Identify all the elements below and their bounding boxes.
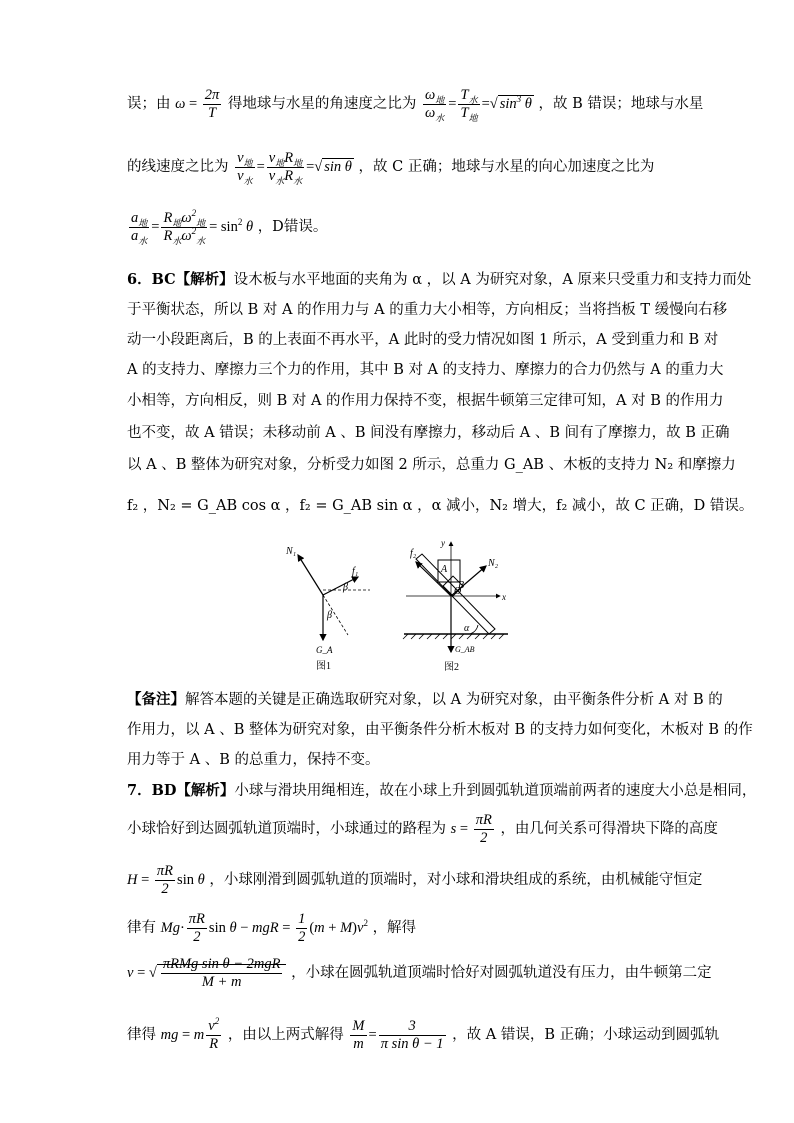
text: 解答本题的关键是正确选取研究对象，以 A 为研究对象，由平衡条件分析 A 对 B 的	[185, 692, 723, 708]
q6-line-1	[127, 268, 751, 289]
note-line-3: 用力等于 A 、B 的总重力，保持不变。	[127, 752, 380, 768]
p5-line-1	[127, 87, 703, 122]
text: 律有	[127, 919, 156, 936]
q7-line-6	[127, 1018, 719, 1053]
formula-v: v = √ $\frac{\text{πRMg sin θ − 2mgR}}{M + m}$	[127, 965, 286, 981]
label-alpha: α	[464, 623, 470, 634]
text: ，由几何关系可得滑块下降的高度	[500, 820, 718, 837]
text: 小球与滑块用绳相连，故在小球上升到圆弧轨道顶端前两者的速度大小总是相同，	[234, 783, 757, 799]
label-f2: f₂	[410, 548, 417, 559]
q7-line-3	[127, 863, 702, 898]
text: 误；由	[127, 95, 171, 112]
q7-line-4	[127, 911, 416, 946]
text: 的线速度之比为	[127, 158, 229, 175]
q6-number: 6．BC	[127, 271, 176, 288]
text: ，故 C 正确；地球与水星的向心加速度之比为	[358, 158, 655, 175]
formula-omega: ω = $\frac{2\pi}{T}$	[175, 87, 220, 121]
text: ，由以上两式解得	[227, 1026, 344, 1043]
q7-tag: 【解析】	[176, 782, 235, 799]
text: ，D错误。	[257, 218, 328, 235]
note-line-2: 作用力，以 A 、B 整体为研究对象，由平衡条件分析木板对 B 的支持力如何变化，木板对 B 的作	[127, 722, 753, 738]
text: 设木板与水平地面的夹角为 α ，以 A 为研究对象，A 原来只受重力和支持力而处	[233, 272, 752, 288]
q6-line-3: 动一小段距离后，B 的上表面不再水平，A 此时的受力情况如图 1 所示，A 受到重力和 B 对	[127, 332, 719, 348]
label-o: O	[454, 586, 462, 597]
label-x: x	[502, 592, 506, 602]
text: ，故 A 错误，B 正确；小球运动到圆弧轨	[452, 1026, 720, 1043]
q6-line-8: f₂ ，N₂ = G_AB cos α ，f₂ = G_AB sin α ，α 减小，N₂ 增大，f₂ 减小，故 C 正确，D 错误。	[127, 498, 754, 514]
text: 得地球与水星的角速度之比为	[227, 95, 417, 112]
q6-line-2: 于平衡状态，所以 B 对 A 的作用力与 A 的重力大小相等，方向相反；当将挡板 T 缓慢向右移	[127, 302, 728, 318]
text: ，解得	[372, 919, 417, 936]
p5-line-3	[127, 210, 327, 245]
formula-energy: Mg· $\frac{\pi R}{2}$ sin θ − mgR = $\frac{1}{2}$ $(m + M)v^2$	[160, 911, 368, 945]
formula-h: H = $\frac{\pi R}{2}$ sin θ	[127, 863, 205, 897]
q7-line-2	[127, 812, 718, 847]
label-n2: N₂	[488, 558, 499, 569]
label-y: y	[441, 538, 445, 548]
label-f1: f₁	[352, 566, 359, 577]
q6-tag: 【解析】	[175, 271, 234, 288]
q7-number: 7．BD	[127, 782, 177, 799]
text: ，故 B 错误；地球与水星	[538, 95, 704, 112]
text: 小球恰好到达圆弧轨道顶端时，小球通过的路程为	[127, 820, 446, 837]
label-a: A	[441, 564, 448, 575]
formula-v-ratio: $\frac{v_地}{v_水}$ = $\frac{v_地R_地}{v_水R_水}$ =√ sin θ	[237, 150, 352, 186]
formula-mass-ratio: $\frac{M}{m}$ = $\frac{3}{\text{π sin θ − 1}}$	[352, 1018, 444, 1052]
figure-1	[280, 540, 380, 675]
note-line-1	[127, 688, 723, 709]
formula-a-ratio: $\frac{a_地}{a_水}$ = $\frac{R_地\omega^2_地}{R_水\omega^2_水}$ = $\sin^2 \theta$	[131, 208, 254, 246]
label-b: B	[458, 580, 465, 591]
p5-line-2	[127, 150, 654, 185]
q6-line-7: 以 A 、B 整体为研究对象，分析受力如图 2 所示，总重力 G_AB 、木板的支持力 N₂ 和摩擦力	[127, 457, 736, 473]
caption-fig1: 图1	[316, 661, 331, 672]
text: ，小球刚滑到圆弧轨道的顶端时，对小球和滑块组成的系统，由机械能守恒定	[209, 871, 703, 888]
text: 律得	[127, 1026, 156, 1043]
force-f1-arrow	[323, 577, 358, 595]
formula-s: s = $\frac{\pi R}{2}$	[450, 812, 492, 846]
figure-2	[398, 534, 510, 676]
q6-line-5: 小相等，方向相反，则 B 对 A 的作用力保持不变，根据牛顿第三定律可知，A 对 B 的作用力	[127, 393, 724, 409]
note-tag: 【备注】	[127, 691, 185, 708]
q6-line-6: 也不变，故 A 错误；未移动前 A 、B 间没有摩擦力，移动后 A 、B 间有了摩擦力，故 B 正确	[127, 425, 730, 441]
q7-line-5	[127, 956, 712, 991]
formula-omega-ratio: $\frac{\omega_地}{\omega_水}$ = $\frac{T_水}{T_地}$ =√ $\sin^3 \theta$	[425, 87, 532, 123]
force-n1-arrow	[298, 555, 323, 595]
alpha-arc	[470, 625, 478, 634]
label-beta-1: β	[343, 582, 348, 593]
label-beta-2: β	[327, 610, 332, 621]
q6-line-4: A 的支持力、摩擦力三个力的作用，其中 B 对 A 的支持力、摩擦力的合力仍然与 A 的重力大	[127, 362, 724, 378]
formula-mg: mg = m $\frac{v^2}{R}$	[160, 1016, 220, 1052]
text: ，小球在圆弧轨道顶端时恰好对圆弧轨道没有压力，由牛顿第二定	[291, 964, 712, 981]
q7-line-1	[127, 779, 756, 800]
caption-fig2: 图2	[444, 662, 459, 673]
label-n1: N₁	[286, 546, 297, 557]
label-gab: G_AB	[455, 645, 475, 654]
label-ga: G_A	[316, 645, 333, 655]
